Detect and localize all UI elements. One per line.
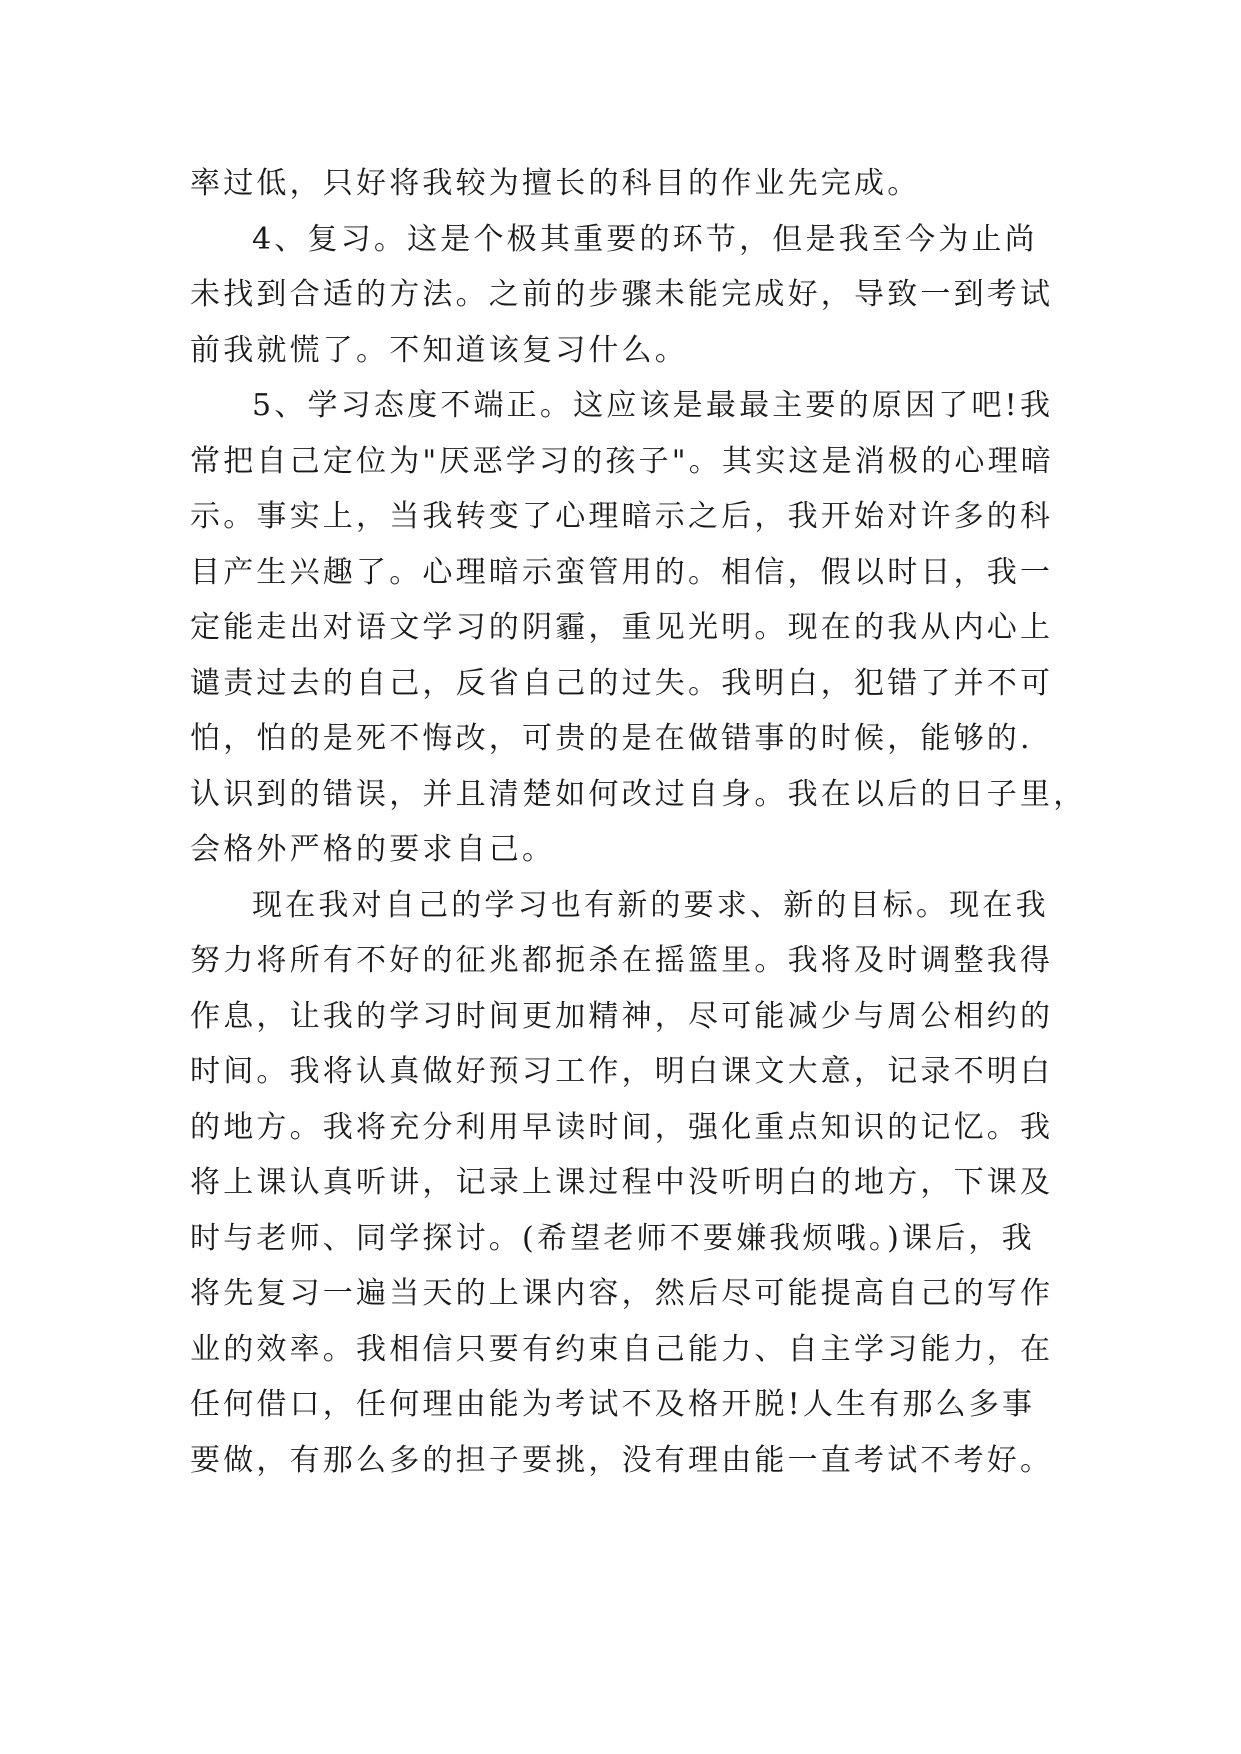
text-line: 现在我对自己的学习也有新的要求、新的目标。现在我 (252, 887, 1049, 923)
body-text (190, 156, 1087, 1488)
text-line: 常把自己定位为"厌恶学习的孩子"。其实这是消极的心理暗 (190, 443, 1054, 479)
text-line: 要做，有那么多的担子要挑，没有理由能一直考试不考好。 (190, 1442, 1054, 1478)
text-line: 时间。我将认真做好预习工作，明白课文大意，记录不明白 (190, 1054, 1054, 1089)
text-line: 作息，让我的学习时间更加精神，尽可能减少与周公相约的 (190, 998, 1054, 1034)
text-line: 率过低，只好将我较为擅长的科目的作业先完成。 (190, 166, 921, 201)
text-line: 的地方。我将充分利用早读时间，强化重点知识的记忆。我 (190, 1109, 1054, 1145)
text-line: 将先复习一遍当天的上课内容，然后尽可能提高自己的写作 (190, 1276, 1054, 1311)
text-line: 怕，怕的是死不悔改，可贵的是在做错事的时候，能够的. (190, 721, 1033, 756)
text-line: 未找到合适的方法。之前的步骤未能完成好，导致一到考试 (190, 277, 1054, 312)
text-line: 任何借口，任何理由能为考试不及格开脱!人生有那么多事 (190, 1387, 1036, 1422)
text-line: 努力将所有不好的征兆都扼杀在摇篮里。我将及时调整我得 (190, 943, 1054, 978)
text-line: 时与老师、同学探讨。(希望老师不要嫌我烦哦。)课后，我 (190, 1220, 1035, 1256)
text-line: 目产生兴趣了。心理暗示蛮管用的。相信，假以时日，我一 (190, 554, 1054, 590)
text-line: 前我就慌了。不知道该复习什么。 (190, 332, 688, 368)
text-line: 将上课认真听讲，记录上课过程中没听明白的地方，下课及 (190, 1165, 1054, 1200)
text-line: 4、复习。这是个极其重要的环节，但是我至今为止尚 (252, 221, 1038, 257)
text-line: 认识到的错误，并且清楚如何改过自身。我在以后的日子里， (190, 776, 1087, 812)
text-line: 谴责过去的自己，反省自己的过失。我明白，犯错了并不可 (190, 665, 1054, 701)
text-line: 5、学习态度不端正。这应该是最最主要的原因了吧!我 (252, 388, 1054, 423)
text-line: 会格外严格的要求自己。 (190, 832, 556, 867)
text-line: 示。事实上，当我转变了心理暗示之后，我开始对许多的科 (190, 499, 1054, 534)
text-line: 业的效率。我相信只要有约束自己能力、自主学习能力，在 (190, 1331, 1054, 1367)
text-line: 定能走出对语文学习的阴霾，重见光明。现在的我从内心上 (190, 610, 1054, 645)
